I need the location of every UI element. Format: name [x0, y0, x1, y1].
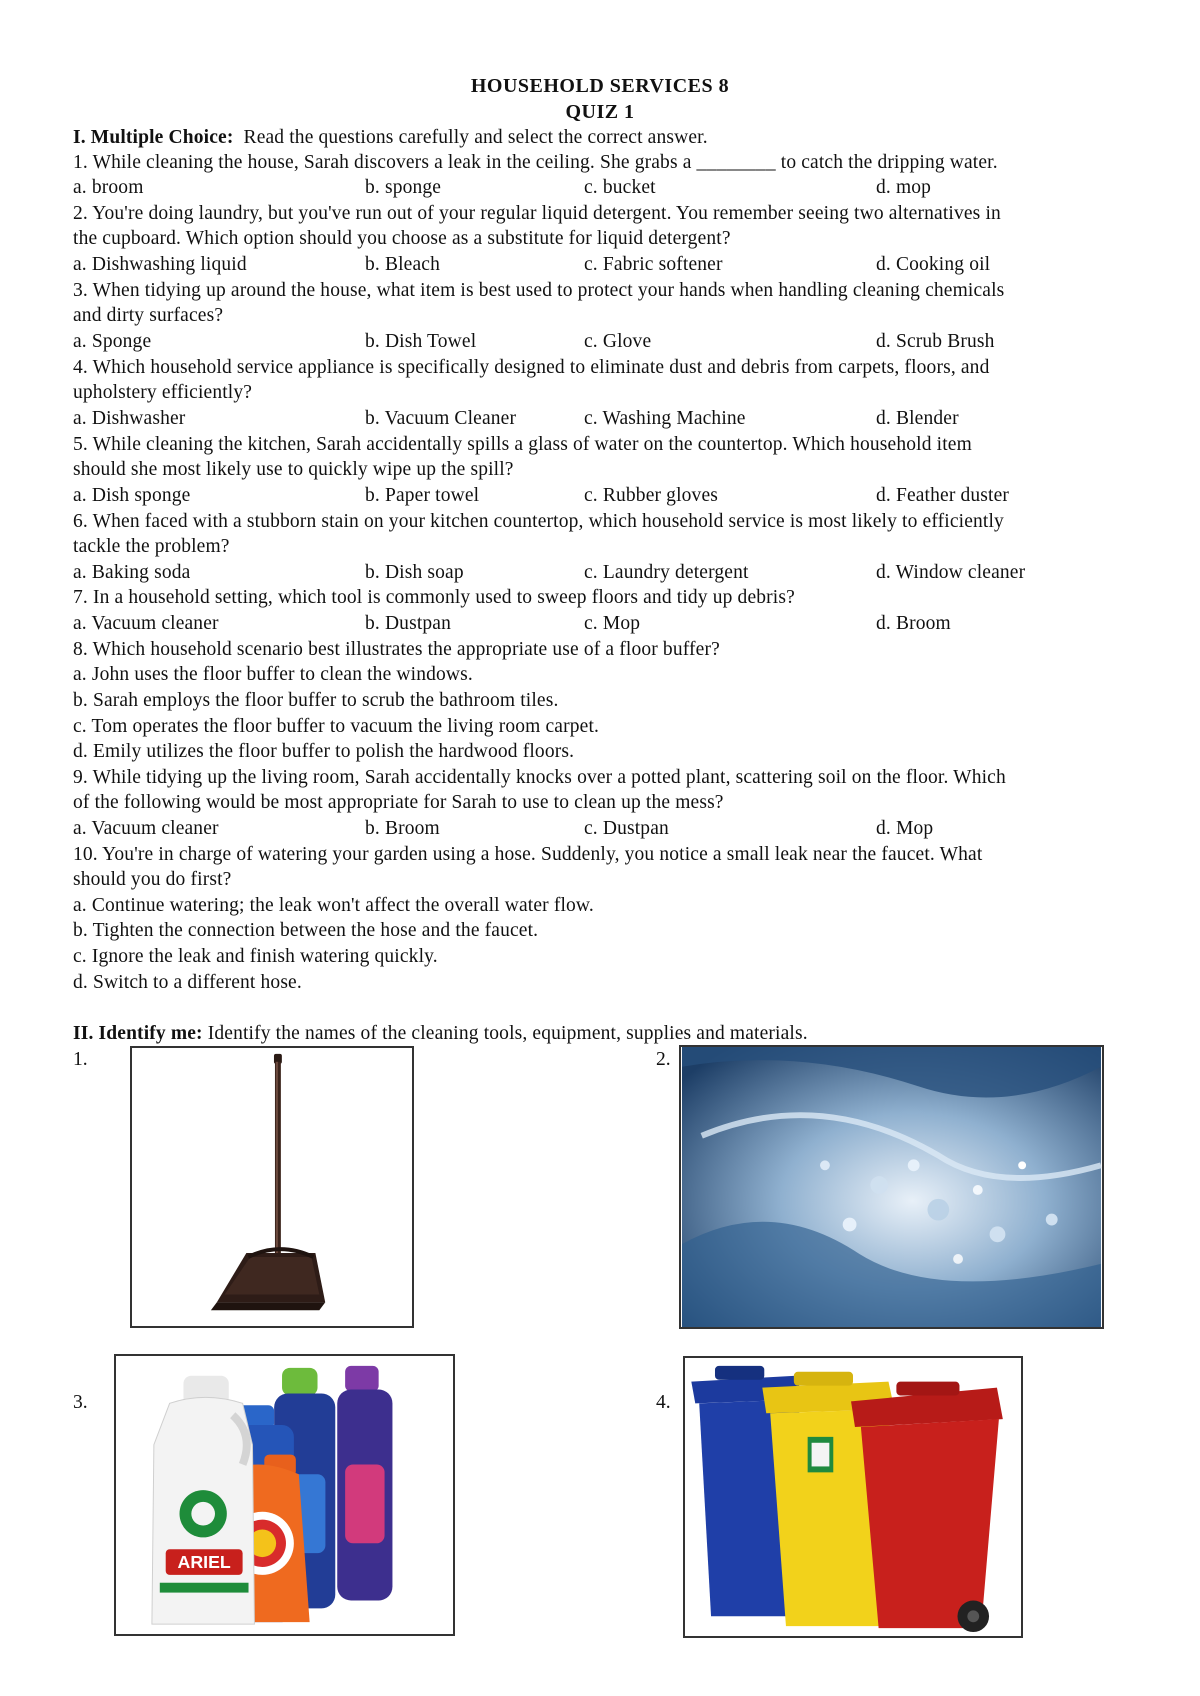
q9-option-c: c. Dustpan: [584, 818, 669, 839]
q2-option-c: c. Fabric softener: [584, 254, 723, 275]
q7-option-d: d. Broom: [876, 613, 951, 634]
q8-option-b: b. Sarah employs the floor buffer to scrub the bathroom tiles.: [73, 690, 559, 711]
part2-instruction: Identify the names of the cleaning tools, equipment, supplies and materials.: [207, 1023, 808, 1044]
q7-option-a: a. Vacuum cleaner: [73, 613, 219, 634]
q2-line2: the cupboard. Which option should you choose as a substitute for liquid detergent?: [73, 228, 731, 249]
water-splash-illustration: [681, 1047, 1102, 1327]
q4-line2: upholstery efficiently?: [73, 382, 253, 403]
q10-option-b: b. Tighten the connection between the hose and the faucet.: [73, 920, 539, 941]
bins-image: [683, 1356, 1023, 1638]
q10-line2: should you do first?: [73, 869, 232, 890]
q1-option-c: c. bucket: [584, 177, 656, 198]
q3-option-b: b. Dish Towel: [365, 331, 477, 352]
q7-option-b: b. Dustpan: [365, 613, 451, 634]
q5-option-a: a. Dish sponge: [73, 485, 191, 506]
q1-option-a: a. broom: [73, 177, 144, 198]
q1-option-d: d. mop: [876, 177, 932, 198]
part1-instruction: Read the questions carefully and select the correct answer.: [243, 127, 708, 148]
q3-option-a: a. Sponge: [73, 331, 152, 352]
q3-line1: 3. When tidying up around the house, what item is best used to protect your hands when handling cleaning chemicals: [73, 280, 1005, 301]
q2-option-a: a. Dishwashing liquid: [73, 254, 247, 275]
detergent-bottles-illustration: [116, 1356, 453, 1634]
page-subtitle: QUIZ 1: [565, 101, 635, 123]
q9-line2: of the following would be most appropriate for Sarah to use to clean up the mess?: [73, 792, 724, 813]
q1-text: 1. While cleaning the house, Sarah discovers a leak in the ceiling. She grabs a ________ to catch the dripping water.: [73, 152, 998, 173]
q4-option-a: a. Dishwasher: [73, 408, 186, 429]
item1-number: 1.: [73, 1049, 88, 1070]
item4-number: 4.: [656, 1392, 671, 1413]
q3-option-c: c. Glove: [584, 331, 652, 352]
page-title: HOUSEHOLD SERVICES 8: [470, 75, 730, 97]
q6-line1: 6. When faced with a stubborn stain on your kitchen countertop, which household service is most likely to efficiently: [73, 511, 1004, 532]
q6-option-c: c. Laundry detergent: [584, 562, 749, 583]
part2-header: [73, 1021, 1133, 1046]
q8-option-c: c. Tom operates the floor buffer to vacuum the living room carpet.: [73, 716, 600, 737]
q4-option-d: d. Blender: [876, 408, 959, 429]
q2-option-d: d. Cooking oil: [876, 254, 991, 275]
detergent-image: [114, 1354, 455, 1636]
q5-line1: 5. While cleaning the kitchen, Sarah accidentally spills a glass of water on the countertop. Which household item: [73, 434, 972, 455]
water-image: [679, 1045, 1104, 1329]
part2-heading: II. Identify me:: [73, 1023, 203, 1044]
q5-option-c: c. Rubber gloves: [584, 485, 718, 506]
q9-line1: 9. While tidying up the living room, Sarah accidentally knocks over a potted plant, scattering soil on the floor. Which: [73, 767, 1006, 788]
q4-option-b: b. Vacuum Cleaner: [365, 408, 517, 429]
q3-line2: and dirty surfaces?: [73, 305, 224, 326]
q2-option-b: b. Bleach: [365, 254, 440, 275]
q8-text: 8. Which household scenario best illustrates the appropriate use of a floor buffer?: [73, 639, 720, 660]
q3-option-d: d. Scrub Brush: [876, 331, 995, 352]
q9-option-a: a. Vacuum cleaner: [73, 818, 219, 839]
q9-option-b: b. Broom: [365, 818, 440, 839]
q8-option-d: d. Emily utilizes the floor buffer to polish the hardwood floors.: [73, 741, 575, 762]
item3-number: 3.: [73, 1392, 88, 1413]
part1-heading: I. Multiple Choice:: [73, 127, 234, 148]
part1-header: [73, 125, 1133, 150]
q6-line2: tackle the problem?: [73, 536, 230, 557]
q10-option-c: c. Ignore the leak and finish watering quickly.: [73, 946, 438, 967]
q5-option-d: d. Feather duster: [876, 485, 1010, 506]
q8-option-a: a. John uses the floor buffer to clean the windows.: [73, 664, 473, 685]
q10-line1: 10. You're in charge of watering your garden using a hose. Suddenly, you notice a small leak near the faucet. What: [73, 844, 983, 865]
q6-option-d: d. Window cleaner: [876, 562, 1026, 583]
q6-option-a: a. Baking soda: [73, 562, 191, 583]
ariel-label: ARIEL: [177, 1551, 231, 1572]
q2-line1: 2. You're doing laundry, but you've run out of your regular liquid detergent. You remember seeing two alternatives in: [73, 203, 1001, 224]
item2-number: 2.: [656, 1049, 671, 1070]
q7-text: 7. In a household setting, which tool is commonly used to sweep floors and tidy up debris?: [73, 587, 795, 608]
waste-bins-illustration: [685, 1358, 1021, 1636]
q10-option-a: a. Continue watering; the leak won't affect the overall water flow.: [73, 895, 594, 916]
q10-option-d: d. Switch to a different hose.: [73, 972, 302, 993]
q4-line1: 4. Which household service appliance is specifically designed to eliminate dust and debris from carpets, floors, and: [73, 357, 990, 378]
dustpan-illustration: [132, 1048, 412, 1326]
q4-option-c: c. Washing Machine: [584, 408, 746, 429]
q7-option-c: c. Mop: [584, 613, 641, 634]
q1-option-b: b. sponge: [365, 177, 442, 198]
q9-option-d: d. Mop: [876, 818, 934, 839]
dustpan-image: [130, 1046, 414, 1328]
q5-option-b: b. Paper towel: [365, 485, 480, 506]
q5-line2: should she most likely use to quickly wipe up the spill?: [73, 459, 514, 480]
q6-option-b: b. Dish soap: [365, 562, 464, 583]
